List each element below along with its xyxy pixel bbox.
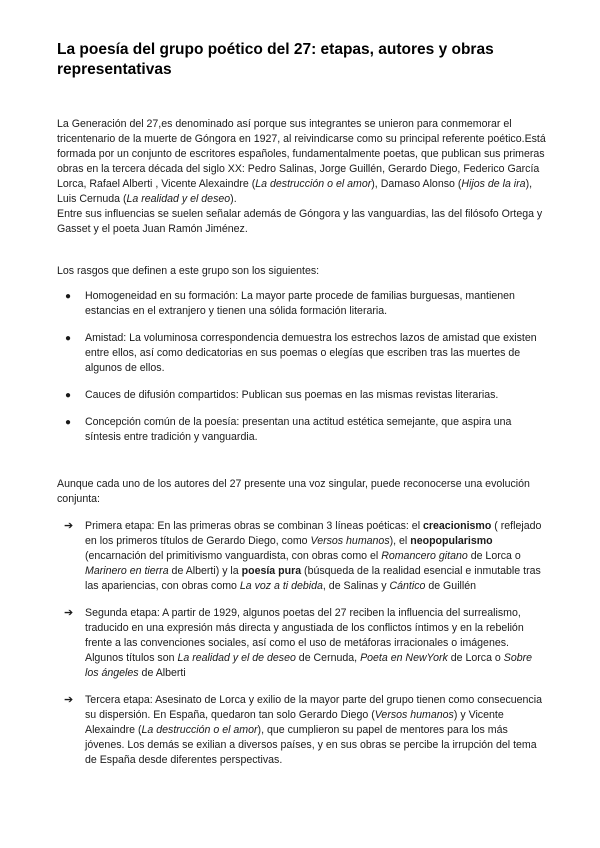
page-title: La poesía del grupo poético del 27: etapas, autores y obras representativas bbox=[57, 41, 494, 78]
traits-lead: Los rasgos que definen a este grupo son los siguientes: bbox=[57, 265, 320, 277]
arrow-right-icon: ➔ bbox=[64, 520, 74, 532]
bullet-dot-icon: ● bbox=[65, 417, 72, 428]
list-item: ● Cauces de difusión compartidos: Publican sus poemas en las mismas revistas literarias. bbox=[65, 389, 499, 401]
stage-item-1: ➔ Primera etapa: En las primeras obras se combinan 3 líneas poéticas: el creacionismo ( reflejado en los primeros títulos de Gerardo Diego, como Versos humanos), el neopopularismo (encarnación del primitivismo vanguardista, con obras como el Romancero gitano de Lorca o Marinero en tierra de Alberti) y la poesía pura (búsqueda de la realidad esencial e inmutable tras las apariencias, con obras como La voz a ti debida, de Salinas y Cántico de Guillén bbox=[64, 520, 542, 592]
list-item: ● Concepción común de la poesía: presentan una actitud estética semejante, que aspira una síntesis entre tradición y vanguardia. bbox=[65, 416, 512, 443]
stage-item-2: ➔ Segunda etapa: A partir de 1929, algunos poetas del 27 reciben la influencia del surrealismo, traducido en una expresión más directa y angustiada de los conflictos íntimos y en la rebelión frente a las convenciones sociales, así como el uso de metáforas irracionales o imágenes. Algunos títulos son La realidad y el de deseo de Cernuda, Poeta en NewYork de Lorca o Sobre los ángeles de Alberti bbox=[64, 607, 533, 679]
list-item: ● Homogeneidad en su formación: La mayor parte procede de familias burguesas, mantienen estancias en el extranjero y tienen una sólida formación literaria. bbox=[65, 290, 515, 317]
influences-paragraph: Entre sus influencias se suelen señalar además de Góngora y las vanguardias, las del filósofo Ortega y Gasset y el poeta Juan Ramón Jiménez. bbox=[57, 208, 543, 235]
traits-list bbox=[57, 289, 547, 445]
arrow-right-icon: ➔ bbox=[64, 694, 74, 706]
stages-list bbox=[57, 519, 547, 768]
list-item: ● Amistad: La voluminosa correspondencia demuestra los estrechos lazos de amistad que existen entre ellos, así como dedicatorias en sus poemas o elegías que escriben tras las muertes de algunos de ellos. bbox=[65, 332, 537, 374]
document-page bbox=[57, 40, 547, 780]
arrow-right-icon: ➔ bbox=[64, 607, 74, 619]
bullet-dot-icon: ● bbox=[65, 390, 72, 401]
bullet-dot-icon: ● bbox=[65, 333, 72, 344]
stage-item-3: ➔ Tercera etapa: Asesinato de Lorca y exilio de la mayor parte del grupo tienen como consecuencia su dispersión. En España, quedaron tan solo Gerardo Diego (Versos humanos) y Vicente Alexaindre (La destrucción o el amor), que cumplieron su papel de mentores para los más jóvenes. Los demás se exilian a diversos países, y en sus obras se percibe la irrupción del tema de España desde diferentes perspectivas. bbox=[64, 694, 542, 766]
intro-paragraph: La Generación del 27,es denominado así porque sus integrantes se unieron para conmemorar el tricentenario de la muerte de Góngora en 1927, al reivindicarse como su principal referente poético.Está formada por un conjunto de escritores españoles, fundamentalmente poetas, que publican sus primeras obras en la tercera década del siglo XX: Pedro Salinas, Jorge Guillén, Gerardo Diego, Federico García Lorca, Rafael Alberti , Vicente Alexaindre (La destrucción o el amor), Damaso Alonso (Hijos de la ira), Luis Cernuda (La realidad y el deseo). bbox=[57, 118, 546, 205]
bullet-dot-icon: ● bbox=[65, 291, 72, 302]
evolution-lead: Aunque cada uno de los autores del 27 presente una voz singular, puede reconocerse una evolución conjunta: bbox=[57, 478, 530, 505]
